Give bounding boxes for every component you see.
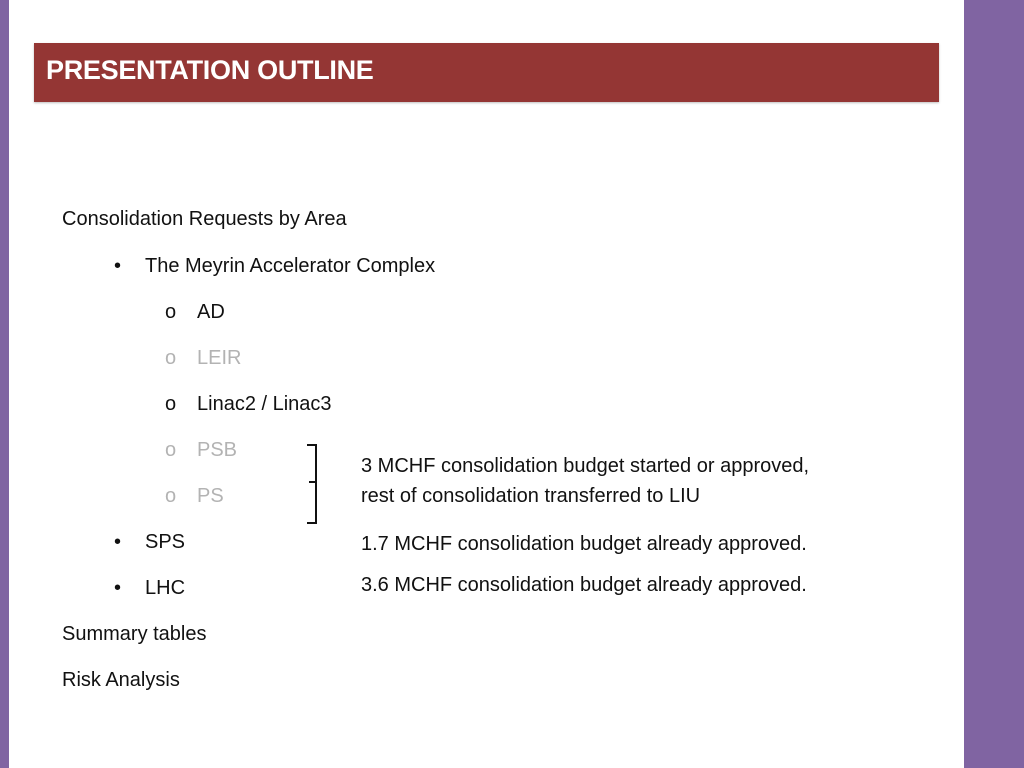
title-banner — [34, 43, 939, 102]
bullet-icon: • — [114, 255, 122, 277]
sub-bullet-icon: o — [165, 347, 177, 369]
right-bracket-icon — [307, 444, 317, 524]
note-psb-ps-line2: rest of consolidation transferred to LIU — [361, 485, 701, 507]
left-accent-bar — [0, 0, 9, 768]
note-sps: 1.7 MCHF consolidation budget already approved. — [361, 533, 807, 555]
outline-item-ad: AD — [197, 301, 225, 323]
sub-bullet-icon: o — [165, 393, 177, 415]
outline-item-leir: LEIR — [197, 347, 242, 369]
outline-item-risk: Risk Analysis — [62, 669, 180, 691]
sub-bullet-icon: o — [165, 485, 177, 507]
note-lhc: 3.6 MCHF consolidation budget already approved. — [361, 574, 807, 596]
outline-item-linac: Linac2 / Linac3 — [197, 393, 332, 415]
bullet-icon: • — [114, 577, 122, 599]
outline-item-meyrin: The Meyrin Accelerator Complex — [145, 255, 436, 277]
note-psb-ps-line1: 3 MCHF consolidation budget started or approved, — [361, 455, 810, 477]
outline-heading: Consolidation Requests by Area — [62, 208, 347, 230]
bracket-tick — [309, 481, 317, 483]
sub-bullet-icon: o — [165, 439, 177, 461]
outline-item-sps: SPS — [145, 531, 186, 553]
right-accent-bar — [964, 0, 1024, 768]
outline-item-lhc: LHC — [145, 577, 186, 599]
bullet-icon: • — [114, 531, 122, 553]
sub-bullet-icon: o — [165, 301, 177, 323]
outline-item-ps: PS — [197, 485, 224, 507]
outline-item-psb: PSB — [197, 439, 238, 461]
outline-item-summary: Summary tables — [62, 623, 207, 645]
slide-title: PRESENTATION OUTLINE — [46, 55, 374, 85]
